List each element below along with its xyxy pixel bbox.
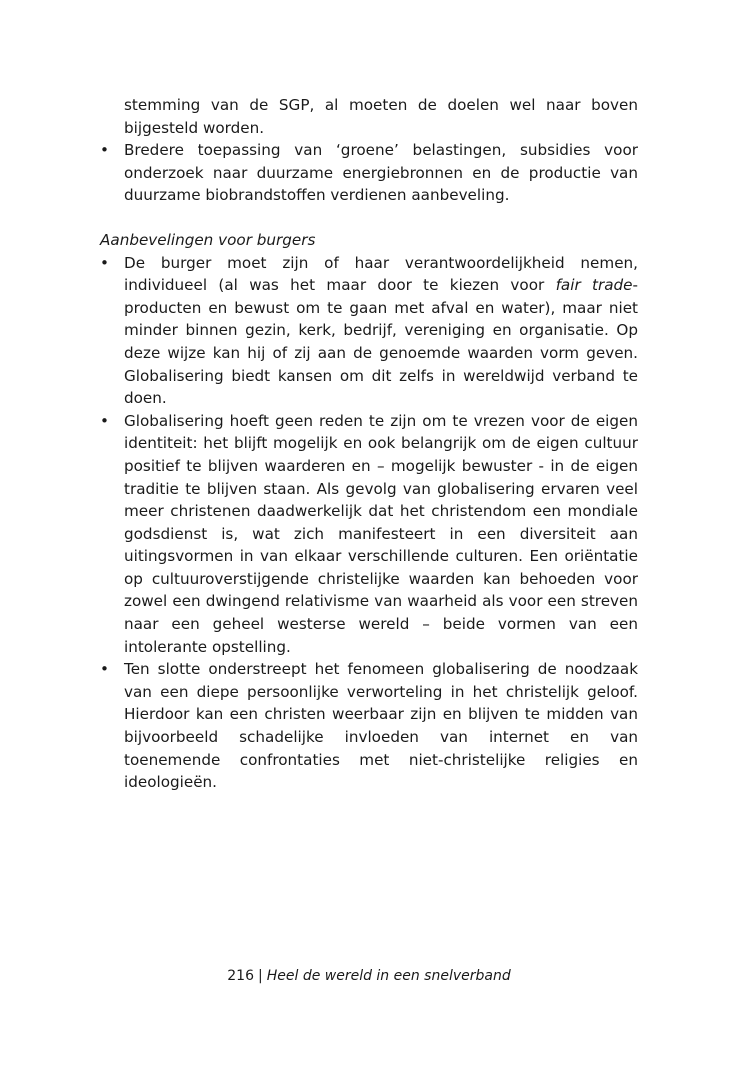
list-item-text: Bredere toepassing van ‘groene’ belastingen, subsidies voor onderzoek naar duurzame energiebronnen en de productie van duurzame biobrandstoffen verdienen aanbeveling.: [124, 141, 638, 205]
bullet-icon: •: [100, 660, 109, 679]
italic-term: fair trade: [555, 276, 633, 295]
citizen-recommendations-list: [100, 252, 638, 794]
list-item-text: Globalisering hoeft geen reden te zijn om te vrezen voor de eigen identiteit: het blijft mogelijk en ook belangrijk om de eigen cultuur positief te blijven waarderen en – mogelijk bewuster - in de eigen traditie te blijven staan. Als gevolg van globalisering ervaren veel meer christenen daadwerkelijk dat het christendom een mondiale godsdienst is, wat zich manifesteert in een diversiteit aan uitingsvormen in van elkaar verschillende culturen. Een oriëntatie op cultuuroverstijgende christelijke waarden kan behoeden voor zowel een dwingend relativisme van waarheid als voor een streven naar een geheel westerse wereld – beide vormen van een intolerante opstelling.: [124, 411, 638, 656]
bullet-icon: •: [100, 411, 109, 430]
footer-separator: |: [258, 968, 263, 984]
list-item-text: Ten slotte onderstreept het fenomeen globalisering de noodzaak van een diepe persoonlijke verworteling in het christelijk geloof. Hierdoor kan een christen weerbaar zijn en blijven te midden van bijvoorbeeld schadelijke invloeden van internet en van toenemende confrontaties met niet-christelijke religies en ideologieën.: [124, 660, 638, 792]
page-number: 216: [227, 968, 254, 984]
page-footer: [0, 966, 738, 986]
list-item-text-part: De burger moet zijn of haar verantwoordelijkheid nemen, individueel (al was het maar door te kiezen voor: [124, 253, 638, 295]
list-item: [100, 252, 638, 410]
list-item: [100, 139, 638, 207]
running-title: Heel de wereld in een snelverband: [266, 968, 511, 984]
body-text: [100, 94, 638, 794]
section-heading: Aanbevelingen voor burgers: [100, 230, 316, 249]
list-item: [100, 410, 638, 659]
first-bullet-list: [100, 139, 638, 207]
intro-continuation: stemming van de SGP, al moeten de doelen wel naar boven bijgesteld worden.: [124, 96, 638, 137]
bullet-icon: •: [100, 253, 109, 272]
list-item-text-part: -producten en bewust om te gaan met afval en water), maar niet minder binnen gezin, kerk, bedrijf, vereniging en organisatie. Op deze wijze kan hij of zij aan de genoemde waarden vorm geven. Globalisering biedt kansen om dit zelfs in wereldwijd verband te doen.: [124, 276, 638, 408]
bullet-icon: •: [100, 141, 109, 160]
list-item: [100, 658, 638, 794]
